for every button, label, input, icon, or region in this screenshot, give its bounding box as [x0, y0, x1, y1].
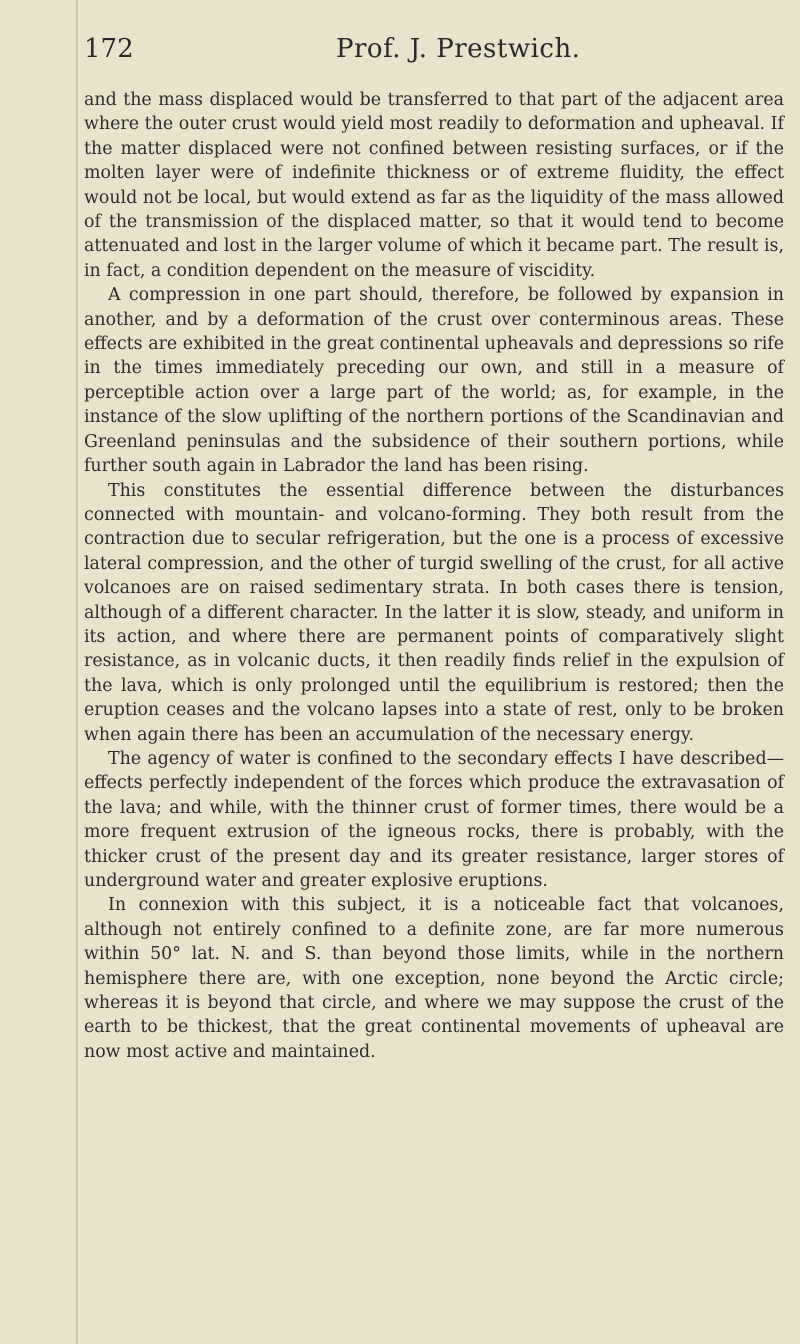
page-number: 172: [84, 34, 134, 64]
paragraph-5: In connexion with this subject, it is a noticeable fact that volcanoes, although not entirely confined to a definite zone, are far more numerous within 50° lat. N. and S. than beyond those limits, while in the northern hemisphere there are, with one exception, none beyond the Arctic circle; whereas it is beyond that circle, and where we may suppose the crust of the earth to be thickest, that the great continental movements of upheaval are now most active and maintained.: [84, 895, 784, 1062]
body-text: [84, 88, 784, 1064]
paragraph-1: and the mass displaced would be transferred to that part of the adjacent area where the outer crust would yield most readily to deformation and upheaval. If the matter displaced were not confined between resisting surfaces, or if the molten layer were of indefinite thickness or of extreme fluidity, the effect would not be local, but would extend as far as the liquidity of the mass allowed of the transmission of the displaced matter, so that it would tend to become attenuated and lost in the larger volume of which it became part. The result is, in fact, a condition dependent on the measure of viscidity.: [84, 90, 784, 281]
page-header: [0, 34, 800, 74]
page-edge-shadow: [76, 0, 78, 1344]
running-head: Prof. J. Prestwich.: [336, 34, 581, 64]
paragraph-4: The agency of water is confined to the secondary effects I have described—effects perfectly independent of the forces which produce the extravasation of the lava; and while, with the thinner crust of former times, there would be a more frequent extrusion of the igneous rocks, there is probably, with the thicker crust of the present day and its greater resistance, larger stores of underground water and greater explosive eruptions.: [84, 748, 784, 891]
paragraph-2: A compression in one part should, therefore, be followed by expansion in another, and by a deformation of the crust over conterminous areas. These effects are exhibited in the great continental upheavals and depressions so rife in the times immediately preceding our own, and still in a measure of perceptible action over a large part of the world; as, for example, in the instance of the slow uplifting of the northern portions of the Scandinavian and Greenland peninsulas and the subsidence of their southern portions, while further south again in Labrador the land has been rising.: [84, 285, 784, 477]
paragraph-3: This constitutes the essential difference between the disturbances connected with mountain- and volcano-forming. They both result from the contraction due to secular refrigeration, but the one is a process of excessive lateral compression, and the other of turgid swelling of the crust, for all active volcanoes are on raised sedimentary strata. In both cases there is tension, although of a different character. In the latter it is slow, steady, and uniform in its action, and where there are permanent points of comparatively slight resistance, as in volcanic ducts, it then readily finds relief in the expulsion of the lava, which is only prolonged until the equilibrium is restored; then the eruption ceases and the volcano lapses into a state of rest, only to be broken when again there has been an accumulation of the necessary energy.: [84, 480, 784, 745]
